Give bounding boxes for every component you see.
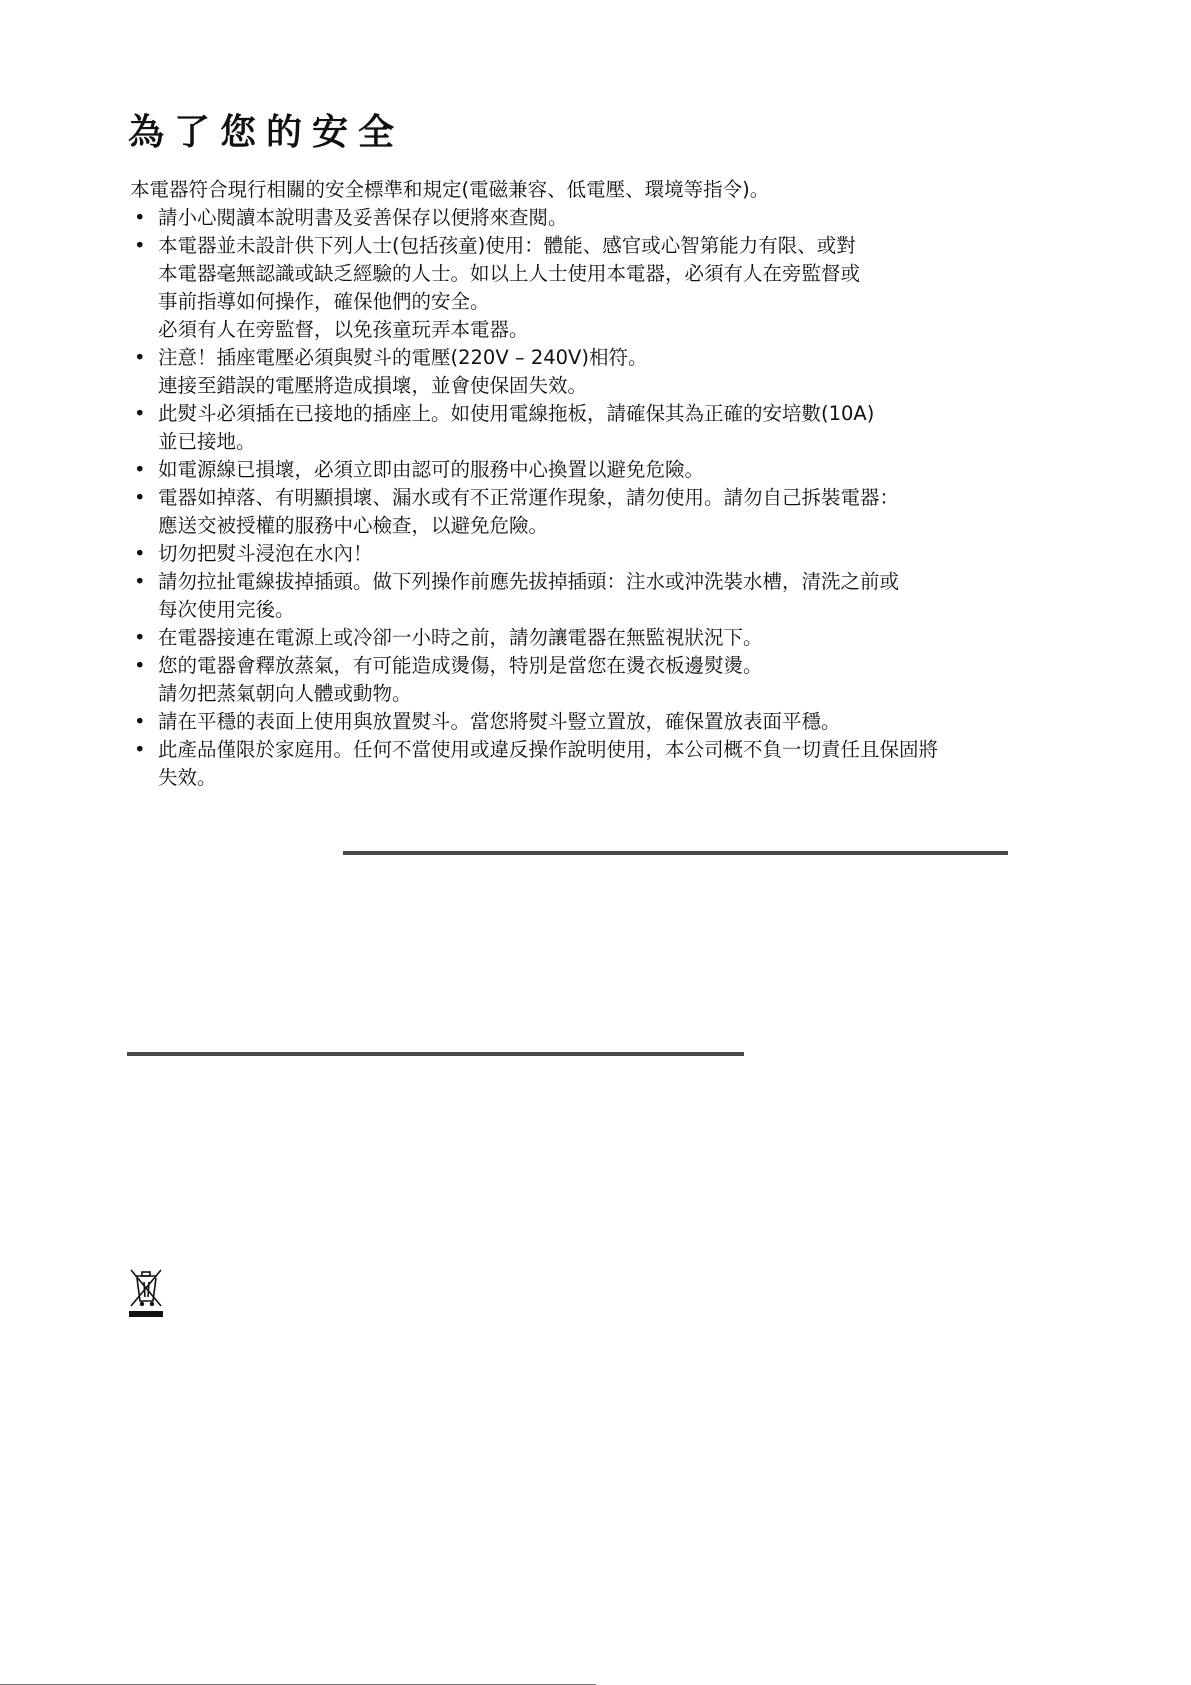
crossed-out-wheelie-bin-icon <box>126 1266 166 1318</box>
item-line: 請小心閱讀本說明書及妥善保存以便將來查閱。 <box>158 206 568 229</box>
bullet-icon: • <box>134 486 146 509</box>
safety-item <box>130 708 1030 736</box>
intro-text: 本電器符合現行相關的安全標準和規定(電磁兼容、低電壓、環境等指令)。 <box>130 178 770 201</box>
item-line: 請在平穩的表面上使用與放置熨斗。當您將熨斗豎立置放，確保置放表面平穩。 <box>158 710 841 733</box>
item-line: 在電器接連在電源上或冷卻一小時之前，請勿讓電器在無監視狀況下。 <box>158 626 763 649</box>
item-line: 連接至錯誤的電壓將造成損壞，並會使保固失效。 <box>158 374 588 397</box>
safety-item <box>130 400 1030 456</box>
safety-item <box>130 232 1030 344</box>
safety-list <box>130 204 1030 792</box>
bullet-icon: • <box>134 654 146 677</box>
bullet-icon: • <box>134 458 146 481</box>
safety-item <box>130 568 1030 624</box>
page-title: 為了您的安全 <box>128 112 405 153</box>
bullet-icon: • <box>134 738 146 761</box>
item-line: 並已接地。 <box>158 430 256 453</box>
item-line: 每次使用完後。 <box>158 598 295 621</box>
item-line: 電器如掉落、有明顯損壞、漏水或有不正常運作現象，請勿使用。請勿自己拆裝電器： <box>158 486 900 509</box>
item-line: 請勿把蒸氣朝向人體或動物。 <box>158 682 412 705</box>
safety-item <box>130 624 1030 652</box>
bullet-icon: • <box>134 626 146 649</box>
item-line: 此產品僅限於家庭用。任何不當使用或違反操作說明使用，本公司概不負一切責任且保固將 <box>158 738 939 761</box>
safety-item <box>130 540 1030 568</box>
item-line: 請勿拉扯電線拔掉插頭。做下列操作前應先拔掉插頭：注水或沖洗裝水槽，清洗之前或 <box>158 570 900 593</box>
item-line: 切勿把熨斗浸泡在水內！ <box>158 542 373 565</box>
safety-item <box>130 204 1030 232</box>
item-line: 本電器毫無認識或缺乏經驗的人士。如以上人士使用本電器，必須有人在旁監督或 <box>158 262 861 285</box>
item-line: 如電源線已損壞，必須立即由認可的服務中心換置以避免危險。 <box>158 458 705 481</box>
bullet-icon: • <box>134 402 146 425</box>
safety-item <box>130 344 1030 400</box>
item-line: 應送交被授權的服務中心檢查，以避免危險。 <box>158 514 549 537</box>
section-divider-lower <box>127 1052 744 1056</box>
item-line: 本電器並未設計供下列人士(包括孩童)使用：體能、感官或心智第能力有限、或對 <box>158 234 856 257</box>
safety-item <box>130 736 1030 792</box>
item-line: 此熨斗必須插在已接地的插座上。如使用電線拖板，請確保其為正確的安培數(10A) <box>158 402 875 425</box>
safety-item <box>130 484 1030 540</box>
safety-item <box>130 456 1030 484</box>
item-line: 注意！插座電壓必須與熨斗的電壓(220V – 240V)相符。 <box>158 346 648 369</box>
safety-item <box>130 652 1030 708</box>
item-line: 必須有人在旁監督，以免孩童玩弄本電器。 <box>158 318 529 341</box>
bullet-icon: • <box>134 346 146 369</box>
section-divider-upper <box>343 851 1008 855</box>
bullet-icon: • <box>134 570 146 593</box>
item-line: 失效。 <box>158 766 217 789</box>
item-line: 您的電器會釋放蒸氣，有可能造成燙傷，特別是當您在燙衣板邊熨燙。 <box>158 654 763 677</box>
bullet-icon: • <box>134 234 146 257</box>
bullet-icon: • <box>134 206 146 229</box>
bullet-icon: • <box>134 542 146 565</box>
bullet-icon: • <box>134 710 146 733</box>
item-line: 事前指導如何操作，確保他們的安全。 <box>158 290 490 313</box>
